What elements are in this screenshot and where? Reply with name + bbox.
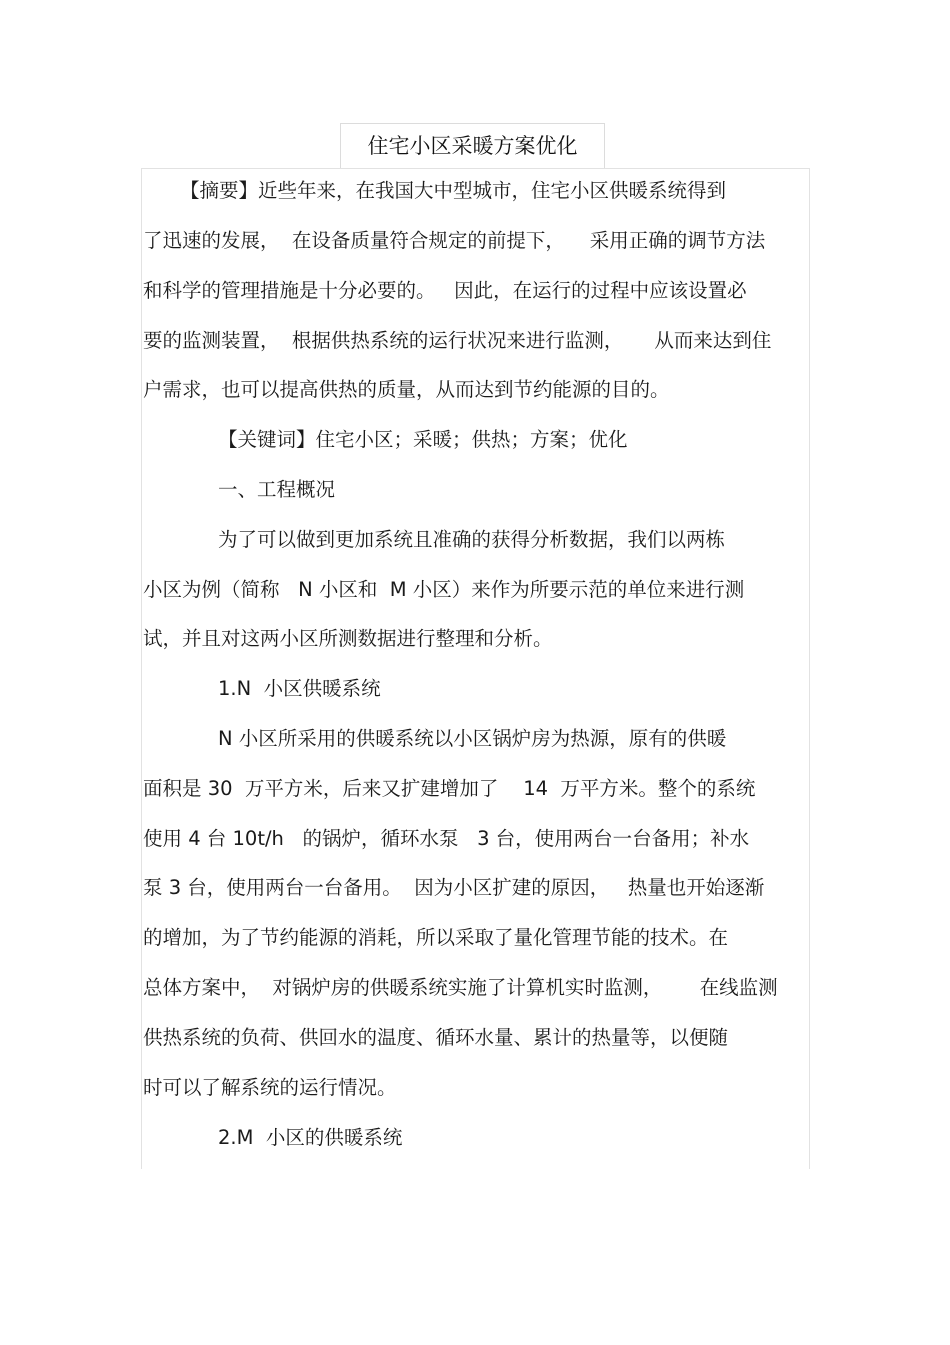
body-line: 为了可以做到更加系统且准确的获得分析数据，我们以两栋 — [218, 528, 726, 551]
abstract-line-1: 【摘要】近些年来，在我国大中型城市，住宅小区供暖系统得到 — [180, 179, 727, 202]
section-heading-1: 一、工程概况 — [218, 478, 336, 501]
page-frame — [141, 168, 810, 1169]
body-line: 总体方案中， 对锅炉房的供暖系统实施了计算机实时监测， 在线监测 — [143, 976, 778, 999]
body-line: 泵 3 台，使用两台一台备用。 因为小区扩建的原因， 热量也开始逐渐 — [143, 876, 765, 899]
abstract-line-5: 户需求，也可以提高供热的质量，从而达到节约能源的目的。 — [143, 378, 670, 401]
abstract-line-2: 了迅速的发展， 在设备质量符合规定的前提下， 采用正确的调节方法 — [143, 229, 766, 252]
body-line: 的增加，为了节约能源的消耗，所以采取了量化管理节能的技术。在 — [143, 926, 729, 949]
body-line: N 小区所采用的供暖系统以小区锅炉房为热源，原有的供暖 — [218, 727, 727, 750]
body-line: 供热系统的负荷、供回水的温度、循环水量、累计的热量等，以便随 — [143, 1026, 729, 1049]
abstract-line-3: 和科学的管理措施是十分必要的。 因此，在运行的过程中应该设置必 — [143, 279, 747, 302]
body-line: 试，并且对这两小区所测数据进行整理和分析。 — [143, 627, 553, 650]
document-title: 住宅小区采暖方案优化 — [367, 134, 578, 158]
subsection-heading-m: 2.M 小区的供暖系统 — [218, 1126, 403, 1149]
body-line: 小区为例（简称 N 小区和 M 小区）来作为所要示范的单位来进行测 — [143, 578, 745, 601]
body-line: 面积是 30 万平方米，后来又扩建增加了 14 万平方米。整个的系统 — [143, 777, 756, 800]
keywords-line: 【关键词】住宅小区；采暖；供热；方案；优化 — [218, 428, 628, 451]
abstract-line-4: 要的监测装置， 根据供热系统的运行状况来进行监测， 从而来达到住 — [143, 329, 772, 352]
body-line: 时可以了解系统的运行情况。 — [143, 1076, 397, 1099]
subsection-heading-n: 1.N 小区供暖系统 — [218, 677, 381, 700]
body-line: 使用 4 台 10t/h 的锅炉，循环水泵 3 台，使用两台一台备用；补水 — [143, 827, 750, 850]
